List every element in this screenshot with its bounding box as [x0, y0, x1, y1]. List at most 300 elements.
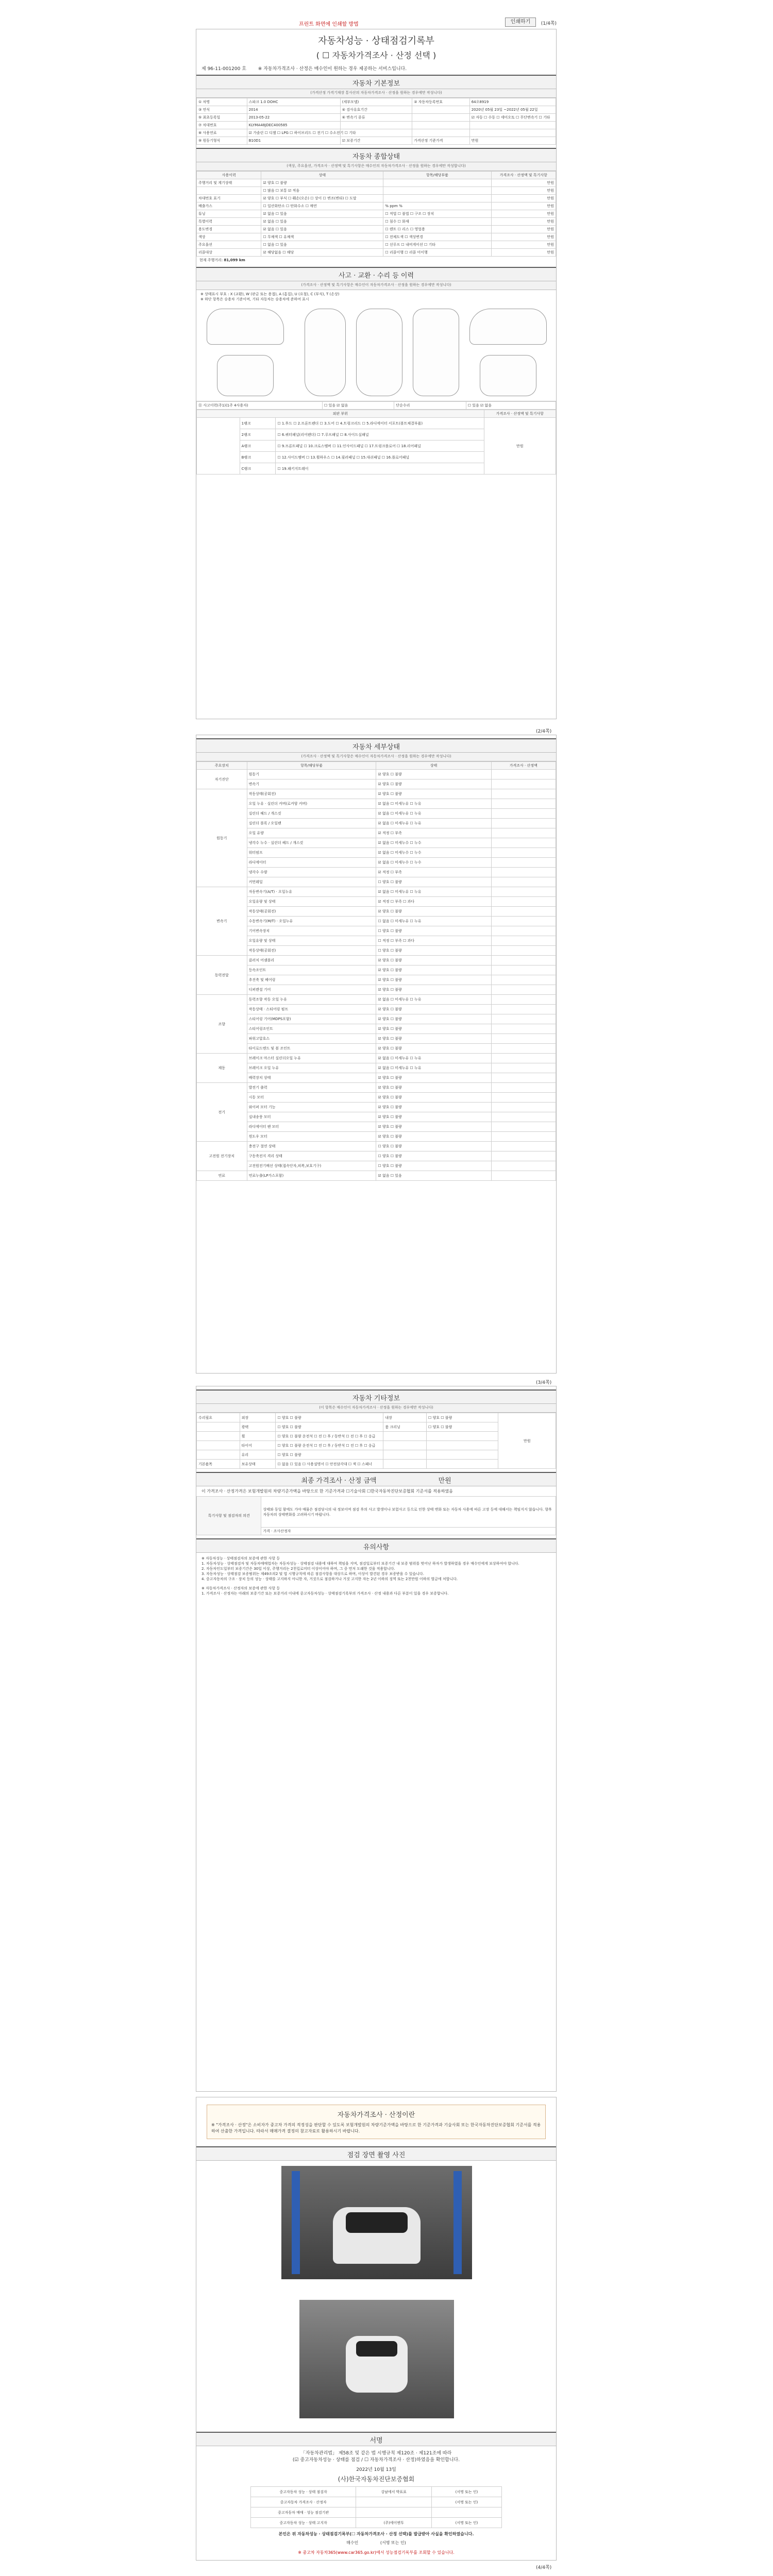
signature-s: (서명 또는 인)	[431, 2497, 502, 2507]
detail-item: 충전구 절연 상태	[247, 1142, 376, 1151]
basic-info-table	[196, 98, 556, 145]
detail-state: ☑ 없음 ☐ 미세누유 ☐ 누유	[376, 995, 491, 1005]
final-price-heading	[196, 1472, 556, 1486]
car-frame-view	[413, 309, 459, 396]
col-price: 가격조사 · 산정액	[491, 762, 556, 770]
detail-row	[197, 1132, 556, 1142]
detail-price	[491, 1044, 556, 1054]
basic-row	[197, 98, 556, 106]
detail-item: 추진축 및 베어링	[247, 975, 376, 985]
overall-detail: % ppm %	[383, 202, 491, 210]
basic-info-heading: 자동차 기본정보	[196, 75, 556, 89]
detail-price	[491, 770, 556, 779]
notes-line-4: 3. 자동차성능 · 상태점검 보증범위는 제49조의2 및 법 시행규칙에 따른 점검사항을 대상으로 하며, 이상이 발견된 경우 보증받을 수 있습니다.	[201, 1572, 424, 1576]
detail-item: 구동축전지 격리 상태	[247, 1151, 376, 1161]
detail-main-device: 원동기	[197, 789, 247, 887]
detail-price	[491, 848, 556, 858]
detail-item: 냉각수 누수 · 실린더 헤드 / 개스킷	[247, 838, 376, 848]
detail-state: ☐ 없음 ☐ 미세누유 ☐ 누유	[376, 917, 491, 926]
signature-v: (주)에이엔투	[356, 2518, 431, 2528]
basic-key-2	[412, 122, 470, 129]
detail-state: ☐ 양호 ☐ 불량	[376, 946, 491, 956]
doc-number: 96-11-001200	[207, 66, 241, 72]
detail-state: ☑ 없음 ☐ 미세누유 ☐ 누유	[376, 1054, 491, 1063]
other-c2: 룸 크리닝	[383, 1422, 427, 1432]
signature-v: 강남에서 박표표	[356, 2487, 431, 2497]
overall-row	[197, 249, 556, 257]
other-v2: ☐ 양호 ☐ 불량	[427, 1422, 498, 1432]
detail-note: (가격조사 · 산정액 및 특기사항은 매수인이 자동차가격조사 · 산정을 원하는 경우에만 작성니다)	[196, 753, 556, 761]
detail-price	[491, 877, 556, 887]
detail-price	[491, 1132, 556, 1142]
detail-main-device: 전기	[197, 1083, 247, 1142]
rank-row	[197, 418, 556, 429]
detail-price	[491, 1024, 556, 1034]
overall-detail	[383, 195, 491, 202]
signature-v	[356, 2507, 431, 2518]
overall-state: ☐ 많음 ☐ 보통 ☑ 적음	[261, 187, 383, 195]
other-c1: 휠	[240, 1432, 276, 1441]
detail-main-device: 고전원 전기장치	[197, 1142, 247, 1171]
col-use-history: 사용이력	[197, 172, 261, 179]
detail-state: ☐ 양호 ☐ 불량	[376, 926, 491, 936]
overall-row	[197, 218, 556, 226]
detail-price	[491, 1112, 556, 1122]
detail-item: 타이로드엔드 및 볼 조인트	[247, 1044, 376, 1054]
detail-price	[491, 965, 556, 975]
detail-price	[491, 779, 556, 789]
overall-price: 만원	[491, 187, 556, 195]
signature-k: 중고자동차 성능 · 상태 점검자	[250, 2487, 356, 2497]
page-4	[196, 2097, 557, 2561]
detail-row	[197, 1005, 556, 1014]
col-detail: 항목/해당부품	[383, 172, 491, 179]
detail-state: ☑ 양호 ☐ 불량	[376, 965, 491, 975]
rank-name: C랭크	[240, 463, 276, 474]
detail-state: ☐ 양호 ☐ 불량	[376, 877, 491, 887]
detail-state: ☑ 양호 ☐ 불량	[376, 985, 491, 995]
rank-name: 1랭크	[240, 418, 276, 429]
accident-heading: 사고 · 교환 · 수리 등 이력	[196, 267, 556, 281]
basic-value-2: 64오8919	[469, 98, 556, 106]
detail-state: ☑ 양호 ☐ 불량	[376, 1112, 491, 1122]
detail-row	[197, 877, 556, 887]
detail-main-device: 동력전달	[197, 956, 247, 995]
detail-item: 브레이크 마스터 실린더오일 누유	[247, 1054, 376, 1063]
overall-item: 튜닝	[197, 210, 261, 218]
detail-price	[491, 1073, 556, 1083]
detail-item: 동력조향 작동 오일 누유	[247, 995, 376, 1005]
repair-value: ☐ 있음 ☑ 없음	[466, 402, 556, 410]
basic-value: ☑ 가솔린 ☐ 디젤 ☐ LPG ☐ 하이브리드 ☐ 전기 ☐ 수소전기 ☐ 기타	[247, 129, 340, 137]
detail-row	[197, 936, 556, 946]
signature-table	[250, 2486, 502, 2528]
signature-v	[356, 2497, 431, 2507]
basic-value-2: 만원	[469, 137, 556, 145]
detail-state: ☑ 양호 ☐ 불량	[376, 1073, 491, 1083]
accident-legend-1: ※ 상태표시 부호 : X (교환), W (판금 또는 용접), A (흠집), U (요철), C (부식), T (손상)	[200, 292, 340, 296]
doc-prefix: 제	[201, 66, 206, 72]
basic-extra	[340, 122, 412, 129]
rank-items: ☐ 19.패키지트레이	[276, 463, 484, 474]
signature-date: 2022년 10월 13일	[356, 2467, 396, 2472]
overall-detail: ☐ 렌트 ☐ 리스 ☐ 영업용	[383, 226, 491, 233]
detail-price	[491, 868, 556, 877]
basic-extra: ☑ 보증기간	[340, 137, 412, 145]
opinion-label: 특기사항 및 점검자의 의견	[197, 1497, 261, 1535]
rank-name: 2랭크	[240, 429, 276, 440]
notes-line-2: 1. 자동차성능 · 상태점검자 및 자동차매매업자는 자동차성능 · 상태점검 내용에 대하여 책임을 지며, 점검일로부터 보증기간 내 보증 범위를 벗어난 하자가 발생하였을 경우 매수인에게 보상하여야 합니다.	[201, 1562, 519, 1566]
car-front-view	[305, 309, 346, 396]
detail-item: 라디에이터 팬 모터	[247, 1122, 376, 1132]
detail-row	[197, 897, 556, 907]
document-title: 자동차성능 · 상태점검기록부	[318, 36, 434, 46]
overall-detail: ☐ 선루프 ☐ 내비게이션 ☐ 기타	[383, 241, 491, 249]
detail-row	[197, 1054, 556, 1063]
basic-key: ⑨ 원동기형식	[197, 137, 247, 145]
opinion-table	[196, 1496, 556, 1535]
overall-price: 만원	[491, 210, 556, 218]
mileage-value: 81,099 km	[224, 258, 245, 262]
detail-row	[197, 1063, 556, 1073]
detail-price	[491, 828, 556, 838]
overall-state: ☑ 없음 ☐ 있음	[261, 218, 383, 226]
other-v1: ☐ 양호 ☐ 불량	[276, 1422, 383, 1432]
detail-state: ☑ 없음 ☐ 미세누수 ☐ 누수	[376, 858, 491, 868]
page-3-number: (3/4쪽)	[536, 1380, 552, 1385]
banner-heading: 자동차가격조사 · 산정이란	[337, 2111, 415, 2119]
basic-value-2: ☑ 자동 ☐ 수동 ☐ 세미오토 ☐ 무단변속기 ☐ 기타	[469, 114, 556, 122]
detail-item: 라디에이터	[247, 858, 376, 868]
other-c1: 보유상태	[240, 1460, 276, 1469]
basic-key: ⑧ 사용연료	[197, 129, 247, 137]
inspection-photo-front	[281, 2166, 472, 2279]
detail-item: 작동상태(공회전)	[247, 946, 376, 956]
other-row	[197, 1413, 556, 1422]
overall-detail: ☐ 전체도색 ☐ 색상변경	[383, 233, 491, 241]
detail-price	[491, 819, 556, 828]
basic-row	[197, 137, 556, 145]
col-state: 상태	[376, 762, 491, 770]
accident-legend-2: ※ 하단 항목은 승용차 기준이며, 기타 자동차는 승용차에 준하여 표시	[200, 297, 309, 301]
basic-value: 스파크 1.0 DOHC	[247, 98, 340, 106]
price-staff: 가격 · 조사산정자	[261, 1528, 556, 1535]
basic-key-2	[412, 129, 470, 137]
detail-row	[197, 917, 556, 926]
final-price-value: 만원	[438, 1477, 451, 1485]
basic-value: 2013-05-22	[247, 114, 340, 122]
overall-price: 만원	[491, 202, 556, 210]
detail-item: 스티어링조인트	[247, 1024, 376, 1034]
other-v1: ☐ 양호 ☐ 불량 운전석 ☐ 전 ☐ 후 / 동반석 ☐ 전 ☐ 후 ☐ 응급	[276, 1441, 383, 1450]
detail-state: ☑ 없음 ☐ 미세누유 ☐ 누유	[376, 1063, 491, 1073]
detail-item: 윈도우 모터	[247, 1132, 376, 1142]
overall-state-note: (색상, 주요옵션, 가격조사 · 산정액 및 특기사항은 매수인의 자동차가격조사 · 산정을 원하는 경우에만 작성합니다)	[196, 162, 556, 171]
detail-row	[197, 838, 556, 848]
notes-heading: 유의사항	[196, 1538, 556, 1553]
car-diagram	[196, 303, 556, 401]
detail-price	[491, 995, 556, 1005]
basic-value: KLYMA48JDEC400585	[247, 122, 340, 129]
overall-detail: ☐ 적법 ☐ 불법 ☐ 구조 ☐ 장치	[383, 210, 491, 218]
detail-main-device: 자기진단	[197, 770, 247, 789]
detail-row	[197, 770, 556, 779]
document-subtitle: ( ☐ 자동차가격조사 · 산정 선택 )	[316, 50, 436, 60]
detail-price	[491, 858, 556, 868]
basic-key-2: ② 자동차등록번호	[412, 98, 470, 106]
other-main	[197, 1441, 240, 1450]
detail-price	[491, 897, 556, 907]
detail-row	[197, 1112, 556, 1122]
signature-company: (사)한국자동차진단보증협회	[338, 2476, 415, 2483]
overall-state: ☑ 없음 ☐ 있음	[261, 226, 383, 233]
detail-state: ☑ 양호 ☐ 불량	[376, 1093, 491, 1103]
detail-row	[197, 946, 556, 956]
rank-group	[197, 418, 240, 474]
overall-state: ☑ 양호 ☐ 불량	[261, 179, 383, 187]
detail-row	[197, 1044, 556, 1054]
overall-row	[197, 179, 556, 187]
detail-row	[197, 965, 556, 975]
rank-name: A랭크	[240, 440, 276, 452]
page-number: (1/4쪽)	[541, 21, 557, 26]
detail-heading: 자동차 세부상태	[196, 738, 556, 753]
detail-price	[491, 799, 556, 809]
signature-law-2: (☑ 중고자동차성능 · 상태를 점검 / ☐ 자동차가격조사 · 산정)하였음을 확인합니다.	[292, 2458, 460, 2463]
detail-item: 원동기	[247, 770, 376, 779]
detail-state: ☑ 적정 ☐ 부족	[376, 828, 491, 838]
detail-state: ☐ 양호 ☐ 불량	[376, 1142, 491, 1151]
notes-line-7: 1. 가격조사 · 산정자는 아래의 보증기간 또는 보증거리 이내에 중고자동차성능 · 상태점검기록부의 가격조사 · 산정 내용과 다른 부분이 있을 경우 보증합니다.	[201, 1591, 449, 1596]
detail-price	[491, 789, 556, 799]
detail-row	[197, 1083, 556, 1093]
rank-header: 외판 부위	[197, 410, 484, 418]
rank-items: ☐ 1.후드 ☐ 2.프론트펜더 ☐ 3.도어 ☐ 4.트렁크리드 ☐ 5.라디에이터 서포트(볼트체결부품)	[276, 418, 484, 429]
detail-state: ☑ 양호 ☐ 불량	[376, 907, 491, 917]
footer-note[interactable]: ※ 중고차 자동차365(www.car365.go.kr)에서 성능점검기록부를 조회할 수 있습니다.	[298, 2550, 455, 2555]
photo-area	[196, 2161, 556, 2429]
overall-detail	[383, 179, 491, 187]
col-main-device: 주요장치	[197, 762, 247, 770]
overall-state-table	[196, 171, 556, 257]
accident-value: ☐ 있음 ☑ 없음	[322, 402, 394, 410]
detail-state: ☑ 양호 ☐ 불량	[376, 1044, 491, 1054]
detail-item: 배력장치 상태	[247, 1073, 376, 1083]
other-c2: 내장	[383, 1413, 427, 1422]
detail-item: 작동상태 · 스티어링 펌프	[247, 1005, 376, 1014]
detail-item: 자동변속기(A/T) · 오일누유	[247, 887, 376, 897]
detail-row	[197, 799, 556, 809]
detail-main-device: 연료	[197, 1171, 247, 1181]
overall-row	[197, 195, 556, 202]
notes-line-3: 2. 자동차인도일부터 보증기간은 30일 이상, 주행거리는 2천킬로미터 이상이어야 하며, 그 중 먼저 도래한 것을 적용합니다.	[201, 1567, 395, 1571]
overall-item: 특별이력	[197, 218, 261, 226]
detail-price	[491, 1054, 556, 1063]
overall-item	[197, 187, 261, 195]
detail-item: 냉각수 수량	[247, 868, 376, 877]
rank-table	[196, 410, 556, 474]
notes-line-6: ※ 자동차가격조사 · 산정자의 보증에 관한 사항 등	[201, 1586, 280, 1590]
detail-row	[197, 1034, 556, 1044]
basic-extra: (세부모델)	[340, 98, 412, 106]
detail-state: ☑ 양호 ☐ 불량	[376, 779, 491, 789]
top-bar	[196, 16, 557, 28]
car-top-view	[356, 309, 402, 396]
signature-row	[250, 2518, 502, 2528]
detail-state: ☑ 양호 ☐ 불량	[376, 1132, 491, 1142]
rank-price: 만원	[484, 418, 556, 474]
overall-item: 리콜대상	[197, 249, 261, 257]
detail-price	[491, 1014, 556, 1024]
detail-row	[197, 975, 556, 985]
signature-row	[250, 2487, 502, 2497]
other-table	[196, 1413, 556, 1469]
detail-price	[491, 887, 556, 897]
banner-body: ※ "가격조사 · 산정"은 소비자가 중고차 가격의 적정성을 판단할 수 있도록 보험개발원의 차량기준가액을 바탕으로 한 기준가격과 기술사회 또는 한국자동차진단보증협회 기준서를 적용하여 산출한 가격입니다. 따라서 매매가격 결정의 참고자료로 활용하시기 바랍니다.	[211, 2123, 541, 2133]
detail-main-device: 조향	[197, 995, 247, 1054]
detail-main-device: 변속기	[197, 887, 247, 956]
detail-state: ☑ 양호 ☐ 불량	[376, 1024, 491, 1034]
basic-key-2	[412, 106, 470, 114]
detail-price	[491, 1122, 556, 1132]
detail-item: 실내송풍 모터	[247, 1112, 376, 1122]
detail-row	[197, 789, 556, 799]
other-main	[197, 1432, 240, 1441]
detail-row	[197, 868, 556, 877]
detail-item: 스티어링 기어(MDPS포함)	[247, 1014, 376, 1024]
detail-state: ☑ 없음 ☐ 미세누유 ☐ 누유	[376, 887, 491, 897]
detail-price	[491, 907, 556, 917]
basic-info-note: (가격산정 가격기재장 통사산의 자동차가격조사 · 산정을 원하는 경우에만 작성니다)	[196, 89, 556, 98]
overall-price: 만원	[491, 195, 556, 202]
detail-row	[197, 1161, 556, 1171]
detail-price	[491, 1093, 556, 1103]
detail-state: ☑ 양호 ☐ 불량	[376, 1014, 491, 1024]
detail-row	[197, 819, 556, 828]
law-note: ※ 자동차가격조사 · 산정은 매수인이 원하는 경우 제공하는 서비스입니다.	[258, 66, 407, 72]
final-price-note: 이 가격조사 · 산정가격은 보험개발원의 차량기준가액을 바탕으로 한 기준가격과 ☐기술사회 ☐한국자동차진단보증협회 기준서를 적용하였음	[201, 1489, 453, 1494]
photos-heading: 점검 장면 촬영 사진	[196, 2146, 556, 2161]
buyer-seal: (서명 또는 인)	[380, 2540, 406, 2545]
detail-state: ☑ 양호 ☐ 불량	[376, 1103, 491, 1112]
signature-area	[196, 2449, 556, 2555]
basic-value: 2014	[247, 106, 340, 114]
detail-item: 브레이크 오일 누유	[247, 1063, 376, 1073]
detail-price	[491, 1083, 556, 1093]
notes-line-1: ※ 자동차성능 · 상태점검자의 보증에 관한 사항 등	[201, 1556, 280, 1561]
overall-state: ☐ 무채색 ☐ 유채색	[261, 233, 383, 241]
other-main	[197, 1450, 240, 1460]
other-main: 기본품목	[197, 1460, 240, 1469]
other-v1: ☐ 양호 ☐ 불량	[276, 1450, 383, 1460]
other-c2	[383, 1460, 427, 1469]
detail-state: ☑ 양호 ☐ 불량	[376, 956, 491, 965]
detail-state: ☑ 양호 ☐ 불량	[376, 975, 491, 985]
detail-price	[491, 975, 556, 985]
overall-price: 만원	[491, 249, 556, 257]
other-note: (이 항목은 매수인이 자동차가격조사 · 산정을 원하는 경우에만 작성니다)	[196, 1404, 556, 1413]
detail-state: ☑ 적정 ☐ 부족	[376, 868, 491, 877]
print-notice-link[interactable]: 프린트 화면에 인쇄할 방법	[299, 22, 359, 27]
accident-note: (가격조사 · 산정액 및 특기사항은 매수인이 자동차가격조사 · 산정을 원하는 경우에만 작성니다)	[196, 281, 556, 290]
other-c1: 유리	[240, 1450, 276, 1460]
detail-price	[491, 946, 556, 956]
col-state: 상태	[261, 172, 383, 179]
notes-line-5: 4. 중고자동차의 구조 · 장치 등의 성능 · 상태를 고지하지 아니한 자, 거짓으로 점검하거나 거짓 고지한 자는 2년 이하의 징역 또는 2천만원 이하의 벌금에 처합니다.	[201, 1577, 458, 1581]
buyer-label: 매수인	[346, 2540, 359, 2545]
overall-item: 주행거리 및 계기상태	[197, 179, 261, 187]
detail-item: 오일유량 및 상태	[247, 936, 376, 946]
signature-s: (서명 또는 인)	[431, 2487, 502, 2497]
basic-row	[197, 106, 556, 114]
rank-price-header: 가격조사 · 산정액 및 특기사항	[484, 410, 556, 418]
rank-items: ☐ 9.프론트패널 ☐ 10.크로스멤버 ☐ 11.인사이드패널 ☐ 17.트렁크플로어 ☐ 18.리어패널	[276, 440, 484, 452]
page-3	[196, 1386, 557, 2092]
other-v2	[427, 1441, 498, 1450]
overall-row	[197, 210, 556, 218]
rank-items: ☐ 6.쿼터패널(리어펜더) ☐ 7.루프패널 ☐ 8.사이드실패널	[276, 429, 484, 440]
detail-row	[197, 1014, 556, 1024]
detail-row	[197, 985, 556, 995]
signature-row	[250, 2497, 502, 2507]
buyer-ack: 본인은 위 자동차성능 · 상태점검기록부(☐ 자동차가격조사 · 산정 선택)를 발급받아 사실을 확인하였습니다.	[278, 2532, 474, 2536]
basic-value-2: 2020년 05월 23일 ~2022년 05월 22일	[469, 106, 556, 114]
page-1	[196, 29, 557, 719]
final-price-label: 최종 가격조사 · 산정 금액	[301, 1477, 377, 1485]
overall-detail: ☐ 리콜이행 ☐ 리콜 미이행	[383, 249, 491, 257]
detail-state: ☑ 없음 ☐ 있음	[376, 1171, 491, 1181]
inspection-photo-rear	[299, 2300, 454, 2418]
price-info-banner	[207, 2105, 546, 2139]
other-main	[197, 1422, 240, 1432]
page-4-number: (4/4쪽)	[536, 2565, 552, 2570]
car-side-view-left	[207, 309, 284, 345]
col-price: 가격조사 · 산정액 및 특기사항	[491, 172, 556, 179]
detail-item: 오일 유량	[247, 828, 376, 838]
detail-price	[491, 838, 556, 848]
doc-suffix: 호	[242, 66, 246, 72]
basic-row	[197, 114, 556, 122]
detail-item: 연료누출(LP가스포함)	[247, 1171, 376, 1181]
other-v1: ☐ 없음 ☐ 있음 ☐ 사용설명서 ☐ 안전삼각대 ☐ 잭 ☐ 스패너	[276, 1460, 383, 1469]
overall-row	[197, 241, 556, 249]
other-c1: 타이어	[240, 1441, 276, 1450]
detail-price	[491, 936, 556, 946]
detail-price	[491, 1171, 556, 1181]
detail-state: ☑ 양호 ☐ 불량	[376, 789, 491, 799]
detail-item: 변속기	[247, 779, 376, 789]
print-button[interactable]: 인쇄하기	[505, 18, 536, 27]
overall-price: 만원	[491, 179, 556, 187]
detail-row	[197, 1171, 556, 1181]
detail-row	[197, 907, 556, 917]
detail-state: ☑ 양호 ☐ 불량	[376, 1005, 491, 1014]
detail-item: 워터펌프	[247, 848, 376, 858]
buyer-row	[196, 2540, 556, 2546]
detail-price	[491, 1005, 556, 1014]
other-c1: 광택	[240, 1422, 276, 1432]
other-v2	[427, 1432, 498, 1441]
detail-item: 기어변속장치	[247, 926, 376, 936]
detail-row	[197, 858, 556, 868]
detail-item: 파워고압호스	[247, 1034, 376, 1044]
signature-s	[431, 2507, 502, 2518]
other-c2	[383, 1450, 427, 1460]
overall-row	[197, 202, 556, 210]
detail-main-device: 제동	[197, 1054, 247, 1083]
other-v2	[427, 1450, 498, 1460]
detail-price	[491, 956, 556, 965]
